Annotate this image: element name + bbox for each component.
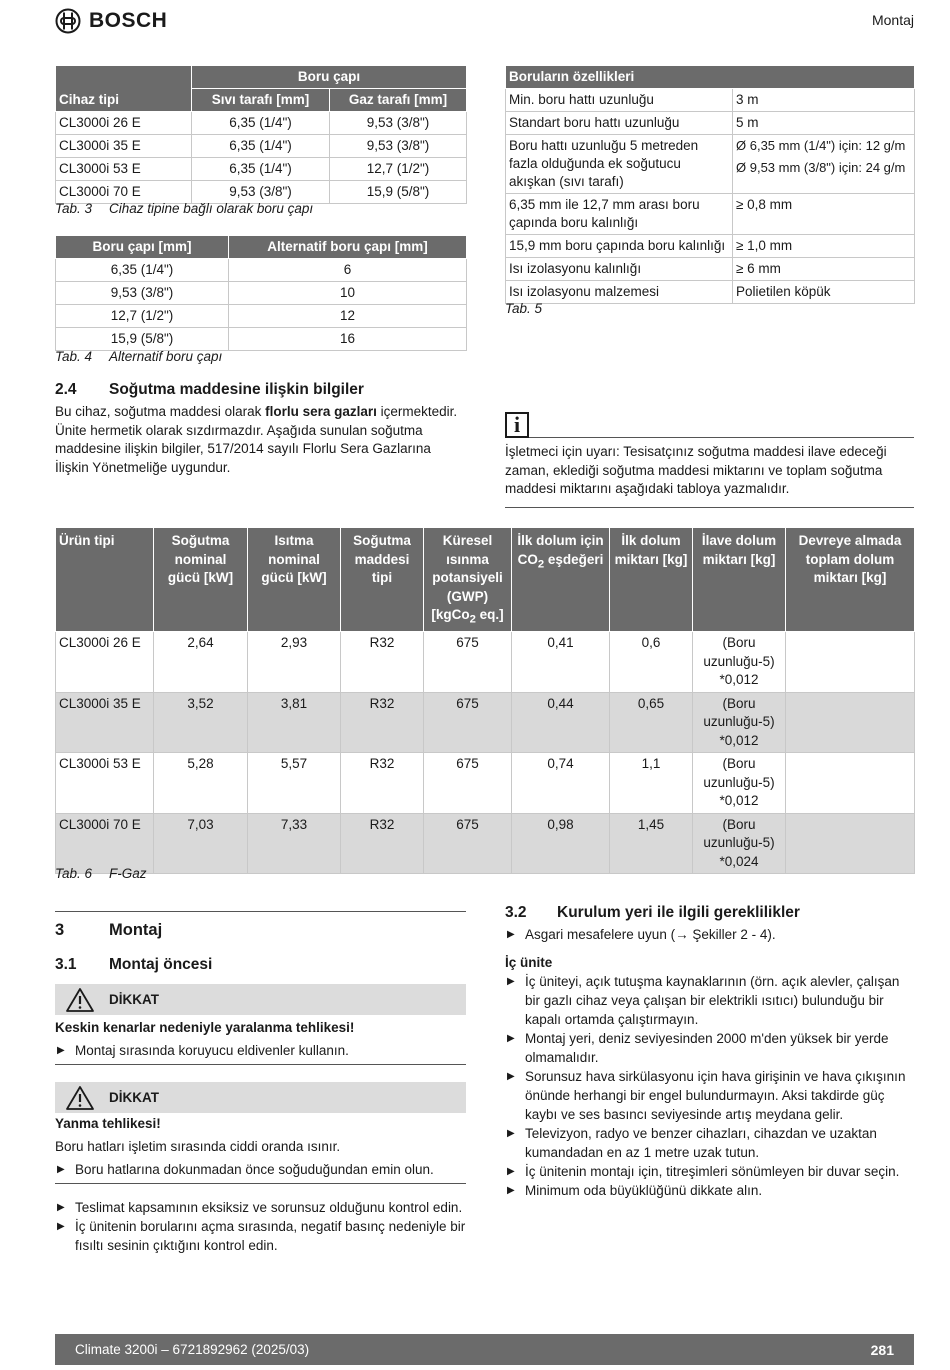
table-cell: Min. boru hattı uzunluğu — [506, 89, 733, 112]
table-cell: (Boru uzunluğu-5) *0,012 — [693, 632, 786, 693]
table-cell: 2,93 — [248, 632, 341, 693]
table-row — [506, 112, 915, 135]
table-row — [56, 282, 467, 305]
table-cell: 3 m — [733, 89, 915, 112]
triangle-bullet-icon: ▶ — [57, 1202, 65, 1213]
text-run: Küresel ısınma potansiyeli (GWP) [kgCo — [431, 533, 503, 622]
text-run: içermektedir. Ünite hermetik olarak sızdırmazdır. Aşağıda sunulan soğutma maddesine ilişkin bilgiler, 517/2014 sayılı Florlu Sera Gazlarına İlişkin Yönetmeliğe uygundur. — [55, 404, 458, 475]
list-item-text: Sorunsuz hava sirkülasyonu için hava girişinin ve hava çıkışının önünde herhangi bir engel bulundurmayın. Aksi takdirde güç kaybı ve ses basıncı seviyesinde artış meydana gelir. — [525, 1069, 906, 1122]
table-row — [506, 89, 915, 112]
table-6-header: İlk dolum miktarı [kg] — [610, 528, 693, 632]
table-row — [506, 194, 915, 235]
table-6-header: Ürün tipi — [56, 528, 154, 632]
table-cell: 10 — [229, 282, 467, 305]
list-item-text: Televizyon, radyo ve benzer cihazları, cihazdan ve uzaktan kumandadan en az 1 metre uzak tutun. — [525, 1126, 877, 1160]
table-cell: 16 — [229, 328, 467, 351]
divider — [55, 1064, 466, 1065]
list-item-text: Montaj sırasında koruyucu eldivenler kullanın. — [75, 1043, 349, 1058]
table-cell: 0,44 — [512, 692, 610, 753]
table-cell: 12,7 (1/2") — [56, 305, 229, 328]
table-cell — [786, 813, 915, 874]
warning-text: Boru hatları işletim sırasında ciddi oranda ısınır. — [55, 1139, 341, 1154]
table-cell — [733, 135, 915, 194]
table-cell: 9,53 (3/8") — [330, 112, 467, 135]
table-4-header: Alternatif boru çapı [mm] — [229, 236, 467, 259]
table-row — [506, 281, 915, 304]
table-cell: 675 — [424, 632, 512, 693]
table-6-header: Soğutma maddesi tipi — [341, 528, 424, 632]
table-4 — [55, 235, 466, 351]
caption-text: Cihaz tipine bağlı olarak boru çapı — [109, 201, 314, 216]
table-cell — [786, 753, 915, 814]
table-cell: 1,45 — [610, 813, 693, 874]
list-item — [505, 972, 914, 1029]
table-6-header: İlave dolum miktarı [kg] — [693, 528, 786, 632]
table-cell: 7,33 — [248, 813, 341, 874]
footer-text: Climate 3200i – 6721892962 (2025/03) — [75, 1342, 310, 1357]
caption-number: Tab. 4 — [55, 349, 93, 364]
list-item-text: İç ünitenin borularını açma sırasında, negatif basınç nedeniyle bir fısıltı sesinin çıktığını kontrol edin. — [75, 1219, 466, 1253]
table-cell: 5,57 — [248, 753, 341, 814]
table-cell: 5,28 — [154, 753, 248, 814]
list-item-text: İç ünitenin montajı için, titreşimleri sönümleyen bir duvar seçin. — [525, 1164, 900, 1179]
table-cell: 0,65 — [610, 692, 693, 753]
running-header-section: Montaj — [871, 12, 914, 28]
table-cell: 5 m — [733, 112, 915, 135]
warning-bar — [55, 1082, 466, 1113]
table-cell: Standart boru hattı uzunluğu — [506, 112, 733, 135]
table-6-header: Devreye almada toplam dolum miktarı [kg] — [786, 528, 915, 632]
divider — [505, 507, 914, 508]
table-cell: 3,52 — [154, 692, 248, 753]
subsection-heading: İç ünite — [505, 955, 553, 970]
table-6-caption — [55, 866, 147, 881]
warning-title: Keskin kenarlar nedeniyle yaralanma tehlikesi! — [55, 1020, 355, 1035]
table-cell: 0,41 — [512, 632, 610, 693]
triangle-bullet-icon: ▶ — [57, 1221, 65, 1232]
table-cell: 675 — [424, 813, 512, 874]
section-title: Montaj — [109, 921, 163, 939]
table-cell: Isı izolasyonu malzemesi — [506, 281, 733, 304]
table-cell: CL3000i 26 E — [56, 112, 192, 135]
table-cell: 6,35 (1/4") — [192, 135, 330, 158]
subscript: 2 — [469, 613, 476, 626]
table-cell: 6,35 mm ile 12,7 mm arası boru çapında boru kalınlığı — [506, 194, 733, 235]
table-cell: 6,35 (1/4") — [192, 158, 330, 181]
divider — [55, 911, 466, 912]
list-item — [55, 1160, 466, 1179]
warning-label: DİKKAT — [109, 1090, 159, 1105]
section-number: 2.4 — [55, 381, 77, 398]
table-cell: CL3000i 53 E — [56, 753, 154, 814]
table-row — [506, 258, 915, 281]
table-3-caption — [55, 201, 313, 216]
warning-triangle-icon — [65, 987, 95, 1013]
table-cell: 1,1 — [610, 753, 693, 814]
list-item — [505, 1067, 914, 1124]
section-heading — [55, 956, 212, 974]
divider — [55, 1183, 466, 1184]
table-cell: CL3000i 53 E — [56, 158, 192, 181]
brand-name: BOSCH — [89, 9, 168, 32]
triangle-bullet-icon: ▶ — [507, 929, 515, 940]
text-run: eq.] — [475, 607, 504, 622]
triangle-bullet-icon: ▶ — [507, 1185, 515, 1196]
table-cell — [786, 692, 915, 753]
list-item — [55, 1041, 466, 1060]
table-6-header — [512, 528, 610, 632]
list-item — [505, 925, 914, 944]
list-item — [505, 1124, 914, 1162]
table-5-header: Boruların özellikleri — [506, 66, 915, 89]
table-6-header: Soğutma nominal gücü [kW] — [154, 528, 248, 632]
table-cell: 0,6 — [610, 632, 693, 693]
table-6-header: Isıtma nominal gücü [kW] — [248, 528, 341, 632]
warning-title: Yanma tehlikesi! — [55, 1116, 161, 1131]
table-row — [506, 235, 915, 258]
table-3 — [55, 65, 466, 204]
section-title: Montaj öncesi — [109, 956, 213, 973]
table-cell: R32 — [341, 753, 424, 814]
list-item-text: Montaj yeri, deniz seviyesinden 2000 m'den yüksek bir yerde olmamalıdır. — [525, 1031, 889, 1065]
table-cell: 6,35 (1/4") — [56, 259, 229, 282]
section-3-2 — [505, 904, 914, 1200]
list-item-text: Teslimat kapsamının eksiksiz ve sorunsuz olduğunu kontrol edin. — [75, 1200, 463, 1215]
table-row — [56, 328, 467, 351]
section-number: 3.1 — [55, 956, 77, 973]
table-cell: R32 — [341, 692, 424, 753]
section-number: 3 — [55, 921, 65, 939]
table-cell: ≥ 1,0 mm — [733, 235, 915, 258]
table-cell: CL3000i 35 E — [56, 135, 192, 158]
info-text: İşletmeci için uyarı: Tesisatçınız soğutma maddesi ilave edeceği zaman, eklediği soğutma maddesi miktarını ve toplam soğutma maddesi miktarını aşağıdaki tabloya yazmalıdır. — [505, 444, 887, 496]
table-cell: (Boru uzunluğu-5) *0,012 — [693, 692, 786, 753]
cell-line: Ø 9,53 mm (3/8") için: 24 g/m — [736, 160, 906, 175]
section-heading — [55, 381, 466, 399]
table-cell: (Boru uzunluğu-5) *0,024 — [693, 813, 786, 874]
table-cell: 12,7 (1/2") — [330, 158, 467, 181]
table-row — [56, 112, 467, 135]
list-item-text: Boru hatlarına dokunmadan önce soğuduğundan emin olun. — [75, 1162, 434, 1177]
warning-bar — [55, 984, 466, 1015]
table-3-header: Gaz tarafı [mm] — [330, 89, 467, 112]
page-number: 281 — [870, 1341, 894, 1358]
section-title: Soğutma maddesine ilişkin bilgiler — [109, 381, 364, 398]
table-cell: 6,35 (1/4") — [192, 112, 330, 135]
table-cell: ≥ 0,8 mm — [733, 194, 915, 235]
warning-block-2 — [55, 1082, 466, 1184]
caption-number: Tab. 6 — [55, 866, 93, 881]
table-3-group-header: Boru çapı — [192, 66, 467, 89]
caption-number: Tab. 3 — [55, 201, 93, 216]
table-row — [506, 135, 915, 194]
table-5-caption — [505, 301, 559, 316]
table-3-header: Cihaz tipi — [56, 89, 192, 112]
text-bold: florlu sera gazları — [265, 404, 377, 419]
table-cell: 7,03 — [154, 813, 248, 874]
table-cell — [786, 632, 915, 693]
bosch-armature-icon — [55, 8, 81, 34]
triangle-bullet-icon: ▶ — [57, 1164, 65, 1175]
table-cell: 2,64 — [154, 632, 248, 693]
table-6-header — [424, 528, 512, 632]
brand-logo — [55, 8, 167, 34]
info-note — [505, 412, 914, 508]
warning-triangle-icon — [65, 1085, 95, 1111]
table-cell: 15,9 (5/8") — [56, 328, 229, 351]
table-cell: (Boru uzunluğu-5) *0,012 — [693, 753, 786, 814]
triangle-bullet-icon: ▶ — [507, 1033, 515, 1044]
table-row — [56, 813, 915, 874]
table-cell: R32 — [341, 632, 424, 693]
table-row — [56, 632, 915, 693]
table-cell: 6 — [229, 259, 467, 282]
table-3-header: Sıvı tarafı [mm] — [192, 89, 330, 112]
table-5 — [505, 65, 914, 304]
subscript: 2 — [537, 558, 545, 571]
table-cell: CL3000i 70 E — [56, 813, 154, 874]
list-item — [505, 1162, 914, 1181]
section-paragraph — [55, 403, 466, 477]
table-4-caption — [55, 349, 222, 364]
text-run: eşdeğeri — [544, 551, 604, 567]
caption-number: Tab. 5 — [505, 301, 543, 316]
table-4-header: Boru çapı [mm] — [56, 236, 229, 259]
triangle-bullet-icon: ▶ — [507, 1071, 515, 1082]
page-footer — [55, 1334, 914, 1365]
table-cell: 9,53 (3/8") — [192, 181, 330, 204]
caption-text: F-Gaz — [109, 866, 147, 881]
table-cell: CL3000i 70 E — [56, 181, 192, 204]
section-heading — [55, 921, 162, 940]
list-item — [55, 1198, 466, 1217]
list-item-text: İç üniteyi, açık tutuşma kaynaklarının (örn. açık alevler, çalışan bir gazlı cihaz veya çalışan bir elektrikli ısıtıcı) bulunduğu bir kapalı ortamda çalıştırmayın. — [525, 974, 900, 1027]
list-item — [505, 1029, 914, 1067]
table-6 — [55, 527, 914, 874]
warning-label: DİKKAT — [109, 992, 159, 1007]
triangle-bullet-icon: ▶ — [507, 1128, 515, 1139]
table-cell: CL3000i 35 E — [56, 692, 154, 753]
section-heading — [505, 904, 914, 922]
warning-block-1 — [55, 984, 466, 1065]
table-cell: 0,74 — [512, 753, 610, 814]
table-row — [56, 135, 467, 158]
section-3-1-list — [55, 1198, 466, 1255]
caption-text: Alternatif boru çapı — [109, 349, 223, 364]
table-cell: 15,9 mm boru çapında boru kalınlığı — [506, 235, 733, 258]
table-cell: 3,81 — [248, 692, 341, 753]
table-cell: Boru hattı uzunluğu 5 metreden fazla olduğunda ek soğutucu akışkan (sıvı tarafı) — [506, 135, 733, 194]
table-cell: 675 — [424, 753, 512, 814]
triangle-bullet-icon: ▶ — [57, 1045, 65, 1056]
section-2-4 — [55, 381, 466, 477]
table-cell: Isı izolasyonu kalınlığı — [506, 258, 733, 281]
triangle-bullet-icon: ▶ — [507, 976, 515, 987]
cell-line: Ø 6,35 mm (1/4") için: 12 g/m — [736, 138, 906, 153]
table-row — [56, 305, 467, 328]
table-row — [56, 692, 915, 753]
section-number: 3.2 — [505, 904, 527, 921]
list-item — [505, 1181, 914, 1200]
table-cell: 15,9 (5/8") — [330, 181, 467, 204]
section-title: Kurulum yeri ile ilgili gereklilikler — [557, 904, 800, 921]
table-cell: 675 — [424, 692, 512, 753]
table-row — [56, 259, 467, 282]
text-run: İlk dolum için CO — [517, 533, 604, 567]
list-item-text: Minimum oda büyüklüğünü dikkate alın. — [525, 1183, 763, 1198]
list-item — [55, 1217, 466, 1255]
table-cell: CL3000i 26 E — [56, 632, 154, 693]
table-row — [56, 753, 915, 814]
list-item-text: Asgari mesafelere uyun (→ Şekiller 2 - 4). — [525, 927, 776, 942]
table-cell: Polietilen köpük — [733, 281, 915, 304]
table-cell: ≥ 6 mm — [733, 258, 915, 281]
triangle-bullet-icon: ▶ — [507, 1166, 515, 1177]
table-cell: 9,53 (3/8") — [56, 282, 229, 305]
text-run: Bu cihaz, soğutma maddesi olarak — [55, 404, 266, 419]
table-cell: R32 — [341, 813, 424, 874]
table-cell: 12 — [229, 305, 467, 328]
info-icon: i — [505, 412, 529, 438]
table-cell: 9,53 (3/8") — [330, 135, 467, 158]
table-cell: 0,98 — [512, 813, 610, 874]
table-row — [56, 158, 467, 181]
